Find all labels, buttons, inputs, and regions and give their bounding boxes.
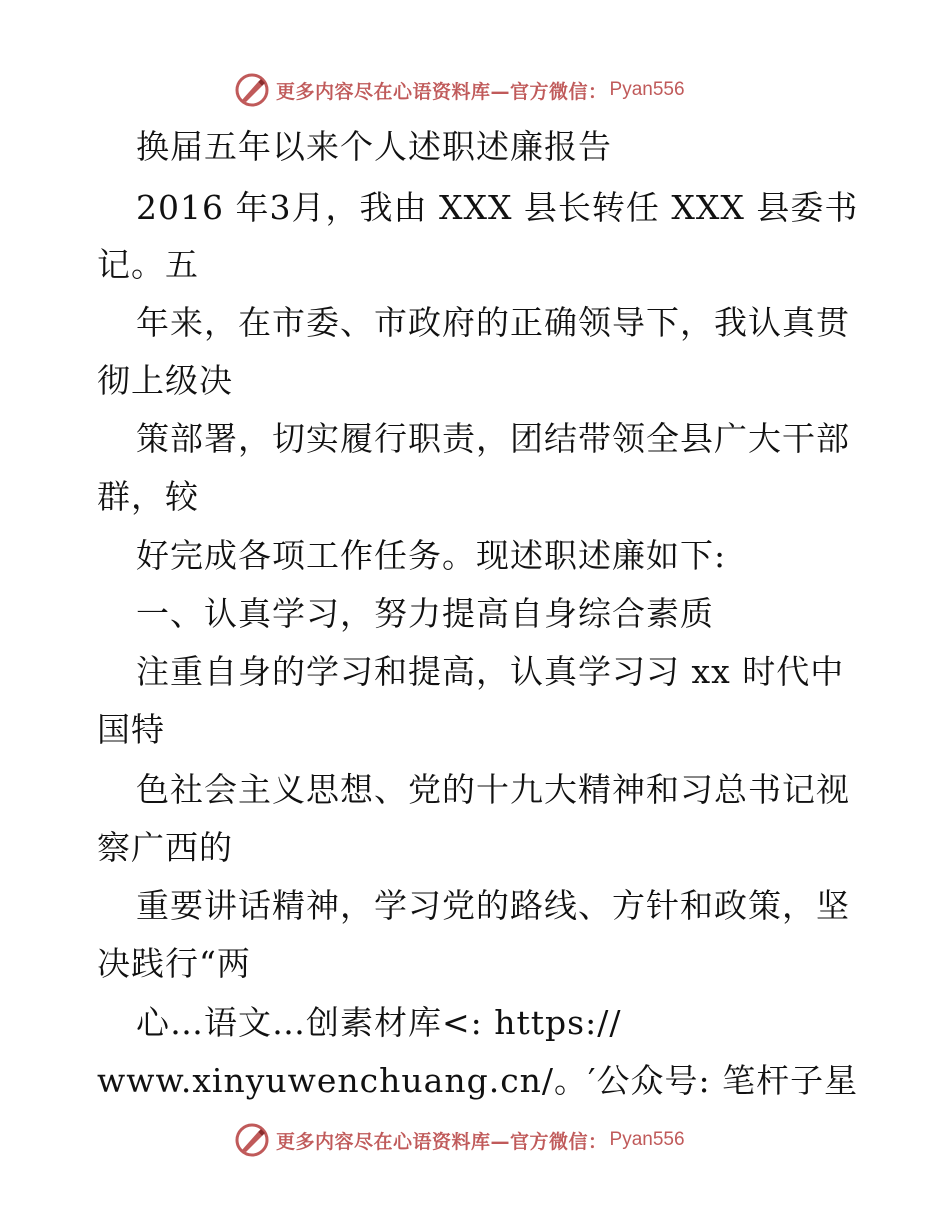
body-line: 重要讲话精神，学习党的路线、方针和政策，坚 [136,886,850,925]
body-line: 彻上级决 [97,361,233,400]
body-line: 色社会主义思想、党的十九大精神和习总书记视 [136,770,850,809]
body-line: www.xinyuwenchuang.cn/。′公众号: 笔杆子星 [97,1061,859,1100]
body-line: 注重自身的学习和提高，认真学习习 xx 时代中 [136,652,845,691]
section-heading: 一、认真学习，努力提高自身综合素质 [136,594,714,633]
body-line: 年来，在市委、市政府的正确领导下，我认真贯 [136,303,850,342]
pen-logo-icon [234,72,270,108]
watermark-handle: Pyan556 [609,1129,685,1150]
watermark-text: 更多内容尽在心语资料库—官方微信： [276,1130,608,1153]
body-line: 策部署，切实履行职责，团结带领全县广大干部 [136,419,850,458]
body-line: 记。五 [97,245,199,284]
watermark-handle: Pyan556 [609,79,685,100]
body-line: 察广西的 [97,828,233,867]
body-line: 群，较 [97,477,199,516]
body-line: 好完成各项工作任务。现述职述廉如下: [136,536,727,575]
document-title: 换届五年以来个人述职述廉报告 [136,127,612,166]
body-line: 国特 [97,710,165,749]
body-line: 心…语文…创素材库<: https:// [136,1003,622,1042]
watermark-text: 更多内容尽在心语资料库—官方微信： [276,80,608,103]
body-line: 决践行“两 [97,944,251,983]
watermark-header [234,72,685,108]
pen-logo-icon [234,1122,270,1158]
body-line: 2016 年3月，我由 XXX 县长转任 XXX 县委书 [136,188,859,227]
watermark-footer [234,1122,685,1158]
